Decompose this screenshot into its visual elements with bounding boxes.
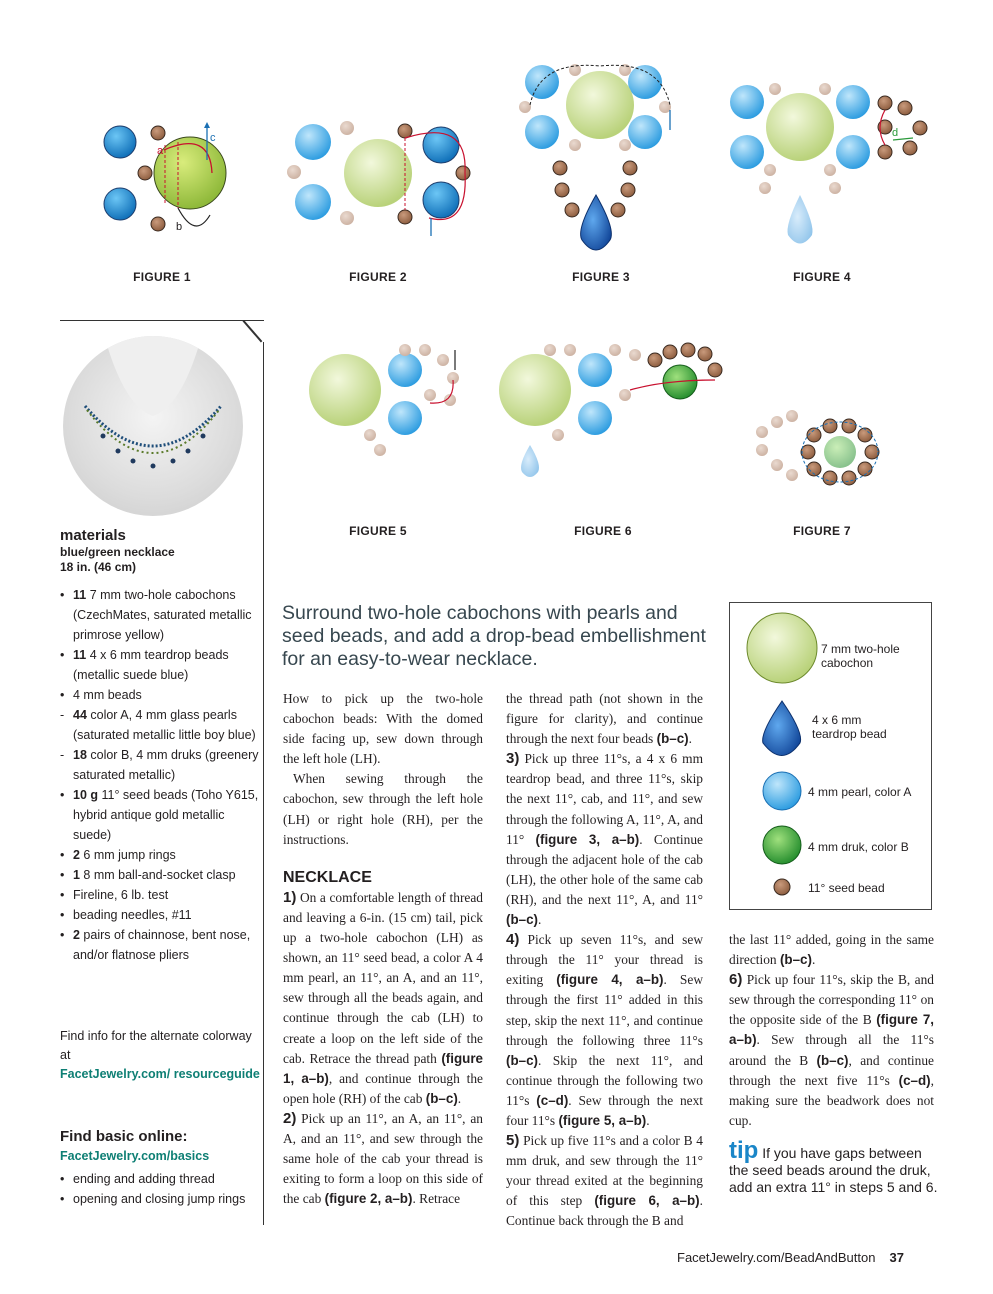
bead-legend xyxy=(729,602,932,910)
figure-2-label: FIGURE 2 xyxy=(349,270,407,284)
item-text: 7 mm two-hole cabochons (CzechMates, saturated metallic primrose yellow) xyxy=(73,588,252,642)
item-text: 4 mm beads xyxy=(73,688,142,702)
resource-guide-link[interactable]: FacetJewelry.com/ resourceguide xyxy=(60,1067,260,1081)
paragraph: 5) Pick up five 11°s and a color B 4 mm druk, and sew through the 11° your thread exited at the beginning of this step (figure 6, a–b). Continue back through the B and xyxy=(506,1132,703,1229)
page-footer xyxy=(677,1250,904,1265)
list-item: • ending and adding thread xyxy=(60,1169,260,1189)
figure-6-label: FIGURE 6 xyxy=(574,524,632,538)
figure-3-diagram xyxy=(520,60,690,260)
annotation-a: a xyxy=(157,145,164,157)
figure-7-diagram xyxy=(752,410,902,500)
item-text: color B, 4 mm druks (greenery saturated metallic) xyxy=(73,748,259,782)
tip-text: If you have gaps between the seed beads around the druk, add an extra 11° in steps 5 and 6. xyxy=(729,1145,938,1195)
item-text: 11° seed beads (Toho Y615, hybrid antique gold metallic suede) xyxy=(73,788,259,842)
figure-1-label: FIGURE 1 xyxy=(133,270,191,284)
item-qty: 10 g xyxy=(73,788,99,802)
materials-sidebar xyxy=(60,320,265,1225)
figure-5-label: FIGURE 5 xyxy=(349,524,407,538)
paragraph: the thread path (not shown in the figure for clarity), and continue through the next four beads (b–c). xyxy=(506,691,703,747)
annotation-c: c xyxy=(210,132,216,144)
list-item: • opening and closing jump rings xyxy=(60,1189,260,1209)
item-qty: 2 xyxy=(73,848,80,862)
materials-title: materials xyxy=(60,527,126,544)
item-qty: 18 xyxy=(73,748,87,762)
item-text: color A, 4 mm glass pearls (saturated metallic little boy blue) xyxy=(73,708,256,742)
basics-list xyxy=(60,1169,260,1209)
item-qty: 1 xyxy=(73,868,80,882)
list-item xyxy=(60,905,260,925)
paragraph: 2) Pick up an 11°, an A, an 11°, an A, and an 11°, and sew through the same hole of the cab your thread is exiting to form a loop on this side of the cab (figure 2, a–b). Retrace xyxy=(283,1109,483,1207)
figure-5-diagram xyxy=(315,345,475,460)
tip-box xyxy=(729,1137,944,1196)
item-text: 4 x 6 mm teardrop beads (metallic suede blue) xyxy=(73,648,229,682)
section-heading: NECKLACE xyxy=(283,868,372,886)
paragraph: the last 11° added, going in the same direction (b–c). xyxy=(729,932,934,968)
footer-site: FacetJewelry.com/BeadAndButton xyxy=(677,1250,876,1265)
alternate-colorway-info xyxy=(60,1027,260,1084)
list-item xyxy=(60,585,260,645)
paragraph: 6) Pick up four 11°s, skip the B, and sew through the corresponding 11° on the opposite side of the B (figure 7, a–b). Sew through all the 11°s around the B (b–c), and continue through the next five 11°s (c–d), making sure the beadwork does not cup. xyxy=(729,971,934,1128)
list-item xyxy=(60,645,260,685)
paragraph: When sewing through the cabochon, sew through the left hole (LH) or right hole (RH), per the instructions. xyxy=(283,771,483,847)
list-item xyxy=(60,845,260,865)
figure-4-diagram xyxy=(725,80,935,255)
item-qty: 44 xyxy=(73,708,87,722)
materials-subtitle xyxy=(60,545,175,575)
sidebar-rule xyxy=(60,320,264,321)
legend-teardrop-label: 4 x 6 mm teardrop bead xyxy=(812,713,887,741)
legend-cabochon-label: 7 mm two-hole cabochon xyxy=(821,642,900,670)
list-item xyxy=(60,685,260,705)
paragraph: 3) Pick up three 11°s, a 4 x 6 mm teardrop bead, and three 11°s, skip the next 11°, cab, and 11°, and sew through the following A, 11°, A, and 11° (figure 3, a–b). Continue through the adjacent hole of the cab (LH), the other hole of the same cab (RH), and the next 11°, A, and 11° (b–c). xyxy=(506,750,703,928)
materials-list xyxy=(60,585,260,965)
figure-6-diagram xyxy=(500,340,730,480)
list-item xyxy=(60,925,260,965)
figure-7-label: FIGURE 7 xyxy=(793,524,851,538)
legend-druk-label: 4 mm druk, color B xyxy=(808,840,909,854)
paragraph: 1) On a comfortable length of thread and leaving a 6-in. (15 cm) tail, pick up a two-hole cabochon (LH) as shown, an 11° seed bead, a color A 4 mm pearl, an 11°, an A, and an 11°, sew through all the beads again, and continue through the cab (LH) to create a loop on the left side of the cab. Retrace the thread path (figure 1, a–b), and continue through the open hole (RH) of the cab (b–c). xyxy=(283,888,484,1106)
list-item xyxy=(60,865,260,885)
page-number: 37 xyxy=(889,1250,904,1265)
body-column-2 xyxy=(506,689,703,1232)
list-item xyxy=(60,745,260,785)
item-qty: 11 xyxy=(73,588,87,602)
sidebar-corner-rule xyxy=(243,320,263,342)
paragraph: 4) Pick up seven 11°s, and sew through the 11° your thread is exiting (figure 4, a–b). Sew through the first 11° added in this step, skip the next 11°, and continue through the following three 11°s (b–c). Skip the next 11°, and continue through the following two 11°s (c–d). Sew through the next four 11°s (figure 5, a–b). xyxy=(506,931,704,1128)
figure-3-label: FIGURE 3 xyxy=(572,270,630,284)
info-text: Find info for the alternate colorway at xyxy=(60,1029,252,1062)
legend-seed-label: 11° seed bead xyxy=(808,881,885,895)
item-text: 6 mm jump rings xyxy=(79,848,176,862)
legend-pearl-label: 4 mm pearl, color A xyxy=(808,785,912,799)
item-text: beading needles, #11 xyxy=(73,908,192,922)
intro-deck: Surround two-hole cabochons with pearls and seed beads, and add a drop-bead embellishment for an easy-to-wear necklace. xyxy=(282,602,706,670)
list-item xyxy=(60,705,260,745)
list-item xyxy=(60,785,260,845)
annotation-d: d xyxy=(892,127,899,139)
item-qty: 11 xyxy=(73,648,87,662)
item-text: pairs of chainnose, bent nose, and/or flatnose pliers xyxy=(73,928,251,962)
figure-4-label: FIGURE 4 xyxy=(793,270,851,284)
sidebar-right-rule xyxy=(263,342,264,1225)
basics-title: Find basic online: xyxy=(60,1128,188,1145)
body-column-1 xyxy=(283,689,483,1209)
body-column-3 xyxy=(729,930,934,1131)
materials-subtitle-line2: 18 in. (46 cm) xyxy=(60,560,137,574)
item-qty: 2 xyxy=(73,928,80,942)
list-item xyxy=(60,885,260,905)
basics-link[interactable]: FacetJewelry.com/basics xyxy=(60,1149,210,1163)
item-text: Fireline, 6 lb. test xyxy=(73,888,169,902)
paragraph: How to pick up the two-hole cabochon beads: With the domed side facing up, sew down through the left hole (LH). xyxy=(283,691,483,767)
item-text: 8 mm ball-and-socket clasp xyxy=(79,868,236,882)
materials-subtitle-line1: blue/green necklace xyxy=(60,545,175,559)
tip-heading: tip xyxy=(729,1137,759,1164)
annotation-b: b xyxy=(176,221,183,233)
necklace-photo xyxy=(63,336,243,516)
figure-2-diagram xyxy=(283,118,478,238)
